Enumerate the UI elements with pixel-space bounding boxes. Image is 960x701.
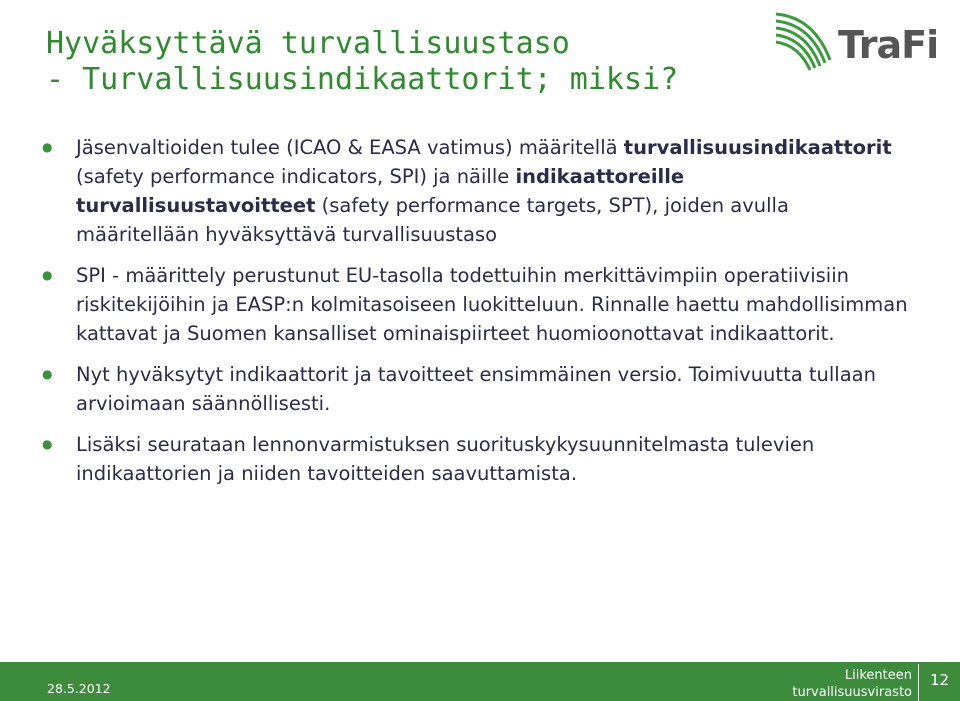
bullet-text: Jäsenvaltioiden tulee (ICAO & EASA vatimus) määritellä (76, 136, 624, 159)
footer-org-line2: turvallisuusvirasto (792, 685, 912, 700)
bullet-text-bold: turvallisuusindikaattorit (623, 136, 892, 159)
bullet-item-2 (34, 261, 914, 348)
bullet-text: Nyt hyväksytyt indikaattorit ja tavoitteet ensimmäinen versio. Toimivuutta tullaan arvioimaan säännöllisesti. (76, 363, 876, 415)
bullet-text: (safety performance indicators, SPI) ja näille (76, 165, 516, 188)
bullet-dot-icon: ● (42, 140, 53, 154)
slide-title (46, 26, 766, 98)
bullet-text: SPI - määrittely perustunut EU-tasolla todettuihin merkittävimpiin operatiivisiin riskitekijöihin ja EASP:n kolmitasoiseen luokitteluun. Rinnalle haettu mahdollisimman kattavat ja Suomen kansalliset ominaispiirteet huomioonottavat indikaattorit. (76, 264, 908, 345)
bullet-text: Lisäksi seurataan lennonvarmistuksen suorituskykysuunnitelmasta tulevien indikaattorien ja niiden tavoitteiden saavuttamista. (76, 433, 815, 485)
trafi-logo-text: TraFi (838, 23, 939, 67)
bullet-item-3 (34, 360, 914, 418)
bullet-list (34, 133, 914, 500)
bullet-item-4 (34, 430, 914, 488)
bullet-dot-icon: ● (42, 268, 53, 282)
slide-title-line1: Hyväksyttävä turvallisuustaso (46, 26, 570, 61)
trafi-swoosh-icon (770, 8, 840, 78)
bullet-text: (safety performance targets, SPT), joiden avulla määritellään hyväksyttävä turvallisuustaso (76, 194, 789, 246)
slide-title-line2: - Turvallisuusindikaattorit; miksi? (46, 62, 679, 97)
page-number: 12 (929, 671, 950, 689)
bullet-item-1 (34, 133, 914, 249)
footer-org-line1: Liikenteen (844, 668, 912, 683)
bullet-dot-icon: ● (42, 367, 53, 381)
bullet-text-bold: indikaattoreille turvallisuustavoitteet (76, 165, 685, 217)
bullet-dot-icon: ● (42, 437, 53, 451)
footer-bar (0, 662, 960, 701)
footer-organization (782, 667, 912, 701)
footer-date: 28.5.2012 (47, 681, 111, 696)
